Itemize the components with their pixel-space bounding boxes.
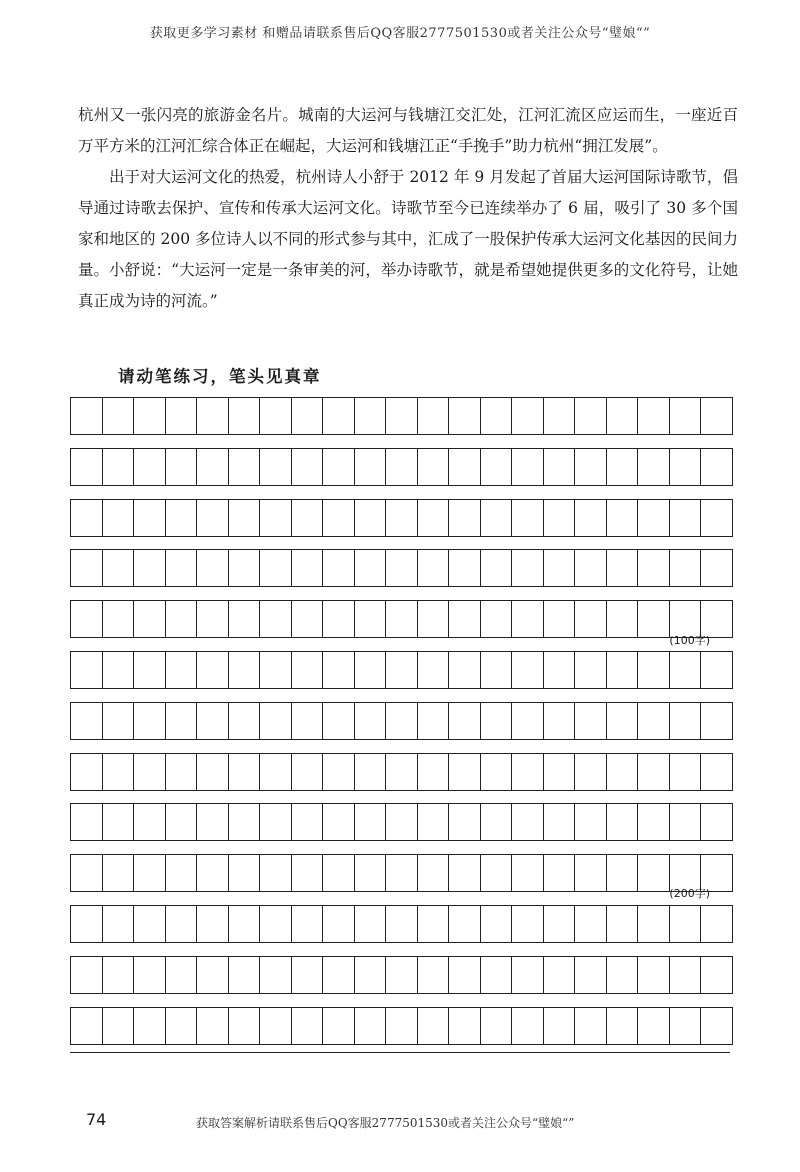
- grid-cell[interactable]: [481, 499, 513, 537]
- grid-cell[interactable]: [670, 448, 702, 486]
- grid-cell[interactable]: [355, 397, 387, 435]
- grid-cell[interactable]: [71, 651, 103, 689]
- grid-cell[interactable]: [197, 854, 229, 892]
- grid-cell[interactable]: [386, 803, 418, 841]
- grid-cell[interactable]: [638, 651, 670, 689]
- grid-cell[interactable]: [197, 905, 229, 943]
- grid-cell[interactable]: [701, 803, 733, 841]
- grid-row: [70, 448, 733, 486]
- grid-cell[interactable]: [260, 448, 292, 486]
- grid-row: [70, 651, 733, 689]
- grid-cell[interactable]: [481, 448, 513, 486]
- grid-cell[interactable]: [481, 956, 513, 994]
- word-count-label-100: (100字): [669, 634, 710, 647]
- grid-cell[interactable]: [481, 549, 513, 587]
- grid-cell[interactable]: [670, 956, 702, 994]
- grid-cell[interactable]: [292, 702, 324, 740]
- grid-cell[interactable]: [544, 1007, 576, 1045]
- grid-cell[interactable]: [544, 499, 576, 537]
- grid-cell[interactable]: [134, 753, 166, 791]
- grid-cell[interactable]: [292, 499, 324, 537]
- grid-cell[interactable]: [670, 753, 702, 791]
- grid-cell[interactable]: [166, 854, 198, 892]
- grid-cell[interactable]: [323, 905, 355, 943]
- grid-cell[interactable]: [292, 549, 324, 587]
- grid-cell[interactable]: [166, 956, 198, 994]
- grid-cell[interactable]: [323, 600, 355, 638]
- grid-cell[interactable]: [260, 499, 292, 537]
- grid-cell[interactable]: [355, 1007, 387, 1045]
- grid-cell[interactable]: [134, 905, 166, 943]
- grid-cell[interactable]: [166, 803, 198, 841]
- grid-row: [70, 753, 733, 791]
- grid-cell[interactable]: [197, 448, 229, 486]
- grid-cell[interactable]: [323, 499, 355, 537]
- grid-cell[interactable]: [229, 600, 261, 638]
- grid-cell[interactable]: [418, 600, 450, 638]
- grid-cell[interactable]: [292, 1007, 324, 1045]
- grid-cell[interactable]: [701, 702, 733, 740]
- grid-cell[interactable]: [166, 549, 198, 587]
- grid-cell[interactable]: [638, 956, 670, 994]
- grid-cell[interactable]: [449, 854, 481, 892]
- grid-cell[interactable]: [197, 397, 229, 435]
- grid-cell[interactable]: [701, 397, 733, 435]
- grid-cell[interactable]: [701, 549, 733, 587]
- grid-cell[interactable]: [103, 499, 135, 537]
- grid-cell[interactable]: [607, 803, 639, 841]
- grid-cell[interactable]: [512, 905, 544, 943]
- article-body: [78, 100, 738, 317]
- grid-row: [70, 854, 733, 892]
- paragraph: 杭州又一张闪亮的旅游金名片。城南的大运河与钱塘江交汇处，江河汇流区应运而生，一座近百万平方米的江河汇综合体正在崛起，大运河和钱塘江正“手挽手”助力杭州“拥江发展”。: [78, 106, 738, 155]
- grid-cell[interactable]: [512, 600, 544, 638]
- grid-cell[interactable]: [575, 803, 607, 841]
- grid-cell[interactable]: [481, 651, 513, 689]
- grid-cell[interactable]: [197, 956, 229, 994]
- grid-cell[interactable]: [418, 803, 450, 841]
- grid-cell[interactable]: [229, 905, 261, 943]
- grid-cell[interactable]: [292, 854, 324, 892]
- grid-cell[interactable]: [197, 803, 229, 841]
- grid-cell[interactable]: [260, 600, 292, 638]
- grid-cell[interactable]: [638, 499, 670, 537]
- grid-cell[interactable]: [575, 905, 607, 943]
- grid-cell[interactable]: [386, 905, 418, 943]
- grid-cell[interactable]: [575, 1007, 607, 1045]
- grid-cell[interactable]: [229, 448, 261, 486]
- grid-cell[interactable]: [607, 854, 639, 892]
- grid-cell[interactable]: [260, 1007, 292, 1045]
- grid-cell[interactable]: [418, 651, 450, 689]
- grid-cell[interactable]: [260, 397, 292, 435]
- grid-cell[interactable]: [575, 651, 607, 689]
- grid-cell[interactable]: [71, 803, 103, 841]
- grid-cell[interactable]: [166, 702, 198, 740]
- grid-cell[interactable]: [323, 651, 355, 689]
- grid-cell[interactable]: [71, 702, 103, 740]
- grid-cell[interactable]: [197, 499, 229, 537]
- grid-cell[interactable]: [197, 1007, 229, 1045]
- grid-cell[interactable]: [418, 854, 450, 892]
- grid-cell[interactable]: [544, 905, 576, 943]
- grid-cell[interactable]: [418, 1007, 450, 1045]
- grid-cell[interactable]: [134, 956, 166, 994]
- grid-cell[interactable]: [197, 549, 229, 587]
- grid-cell[interactable]: [607, 549, 639, 587]
- grid-cell[interactable]: [260, 753, 292, 791]
- grid-cell[interactable]: [292, 803, 324, 841]
- grid-cell[interactable]: [355, 905, 387, 943]
- grid-cell[interactable]: [544, 854, 576, 892]
- grid-cell[interactable]: [638, 753, 670, 791]
- page-footer: 获取答案解析请联系售后QQ客服2777501530或者关注公众号“璧娘“”: [196, 1116, 575, 1130]
- grid-cell[interactable]: [386, 753, 418, 791]
- grid-cell[interactable]: [449, 448, 481, 486]
- grid-cell[interactable]: [355, 854, 387, 892]
- grid-cell[interactable]: [229, 1007, 261, 1045]
- grid-row: [70, 1007, 733, 1045]
- grid-cell[interactable]: [292, 905, 324, 943]
- grid-cell[interactable]: [166, 753, 198, 791]
- grid-cell[interactable]: [449, 397, 481, 435]
- grid-row: [70, 803, 733, 841]
- grid-cell[interactable]: [418, 499, 450, 537]
- grid-cell[interactable]: [418, 549, 450, 587]
- grid-cell[interactable]: [701, 905, 733, 943]
- grid-cell[interactable]: [229, 956, 261, 994]
- grid-cell[interactable]: [323, 1007, 355, 1045]
- grid-cell[interactable]: [670, 1007, 702, 1045]
- grid-cell[interactable]: [292, 448, 324, 486]
- grid-cell[interactable]: [449, 702, 481, 740]
- grid-cell[interactable]: [638, 549, 670, 587]
- grid-cell[interactable]: [512, 956, 544, 994]
- grid-cell[interactable]: [701, 753, 733, 791]
- grid-cell[interactable]: [323, 702, 355, 740]
- grid-cell[interactable]: [418, 448, 450, 486]
- grid-cell[interactable]: [575, 549, 607, 587]
- grid-cell[interactable]: [449, 803, 481, 841]
- grid-cell[interactable]: [575, 600, 607, 638]
- grid-cell[interactable]: [670, 803, 702, 841]
- grid-cell[interactable]: [544, 702, 576, 740]
- grid-cell[interactable]: [103, 448, 135, 486]
- grid-cell[interactable]: [575, 753, 607, 791]
- grid-cell[interactable]: [229, 753, 261, 791]
- grid-cell[interactable]: [607, 702, 639, 740]
- grid-cell[interactable]: [607, 753, 639, 791]
- grid-cell[interactable]: [481, 905, 513, 943]
- grid-cell[interactable]: [292, 956, 324, 994]
- grid-cell[interactable]: [386, 1007, 418, 1045]
- grid-cell[interactable]: [575, 397, 607, 435]
- grid-cell[interactable]: [260, 702, 292, 740]
- grid-cell[interactable]: [481, 600, 513, 638]
- grid-cell[interactable]: [134, 448, 166, 486]
- grid-cell[interactable]: [71, 549, 103, 587]
- grid-cell[interactable]: [103, 753, 135, 791]
- grid-cell[interactable]: [103, 549, 135, 587]
- grid-cell[interactable]: [71, 499, 103, 537]
- grid-cell[interactable]: [134, 803, 166, 841]
- grid-cell[interactable]: [323, 854, 355, 892]
- grid-cell[interactable]: [418, 397, 450, 435]
- bottom-rule: [70, 1052, 730, 1053]
- page-number: 74: [86, 1110, 107, 1129]
- grid-cell[interactable]: [355, 600, 387, 638]
- grid-cell[interactable]: [638, 448, 670, 486]
- grid-cell[interactable]: [607, 1007, 639, 1045]
- grid-cell[interactable]: [481, 854, 513, 892]
- grid-cell[interactable]: [701, 499, 733, 537]
- grid-cell[interactable]: [512, 448, 544, 486]
- grid-cell[interactable]: [638, 1007, 670, 1045]
- page-header: 获取更多学习素材 和赠品请联系售后QQ客服2777501530或者关注公众号“璧娘“”: [149, 26, 651, 41]
- grid-cell[interactable]: [134, 702, 166, 740]
- grid-cell[interactable]: [418, 753, 450, 791]
- grid-cell[interactable]: [670, 397, 702, 435]
- grid-cell[interactable]: [607, 651, 639, 689]
- grid-cell[interactable]: [197, 600, 229, 638]
- grid-cell[interactable]: [544, 956, 576, 994]
- grid-cell[interactable]: [418, 702, 450, 740]
- grid-cell[interactable]: [607, 448, 639, 486]
- grid-cell[interactable]: [638, 600, 670, 638]
- grid-cell[interactable]: [260, 803, 292, 841]
- grid-cell[interactable]: [449, 499, 481, 537]
- grid-cell[interactable]: [134, 499, 166, 537]
- grid-cell[interactable]: [544, 397, 576, 435]
- grid-cell[interactable]: [197, 702, 229, 740]
- exercise-title: 请动笔练习，笔头见真章: [118, 367, 322, 386]
- grid-cell[interactable]: [575, 702, 607, 740]
- grid-cell[interactable]: [355, 803, 387, 841]
- grid-cell[interactable]: [701, 1007, 733, 1045]
- grid-cell[interactable]: [607, 600, 639, 638]
- grid-row: [70, 600, 733, 638]
- grid-row: [70, 397, 733, 435]
- grid-cell[interactable]: [512, 397, 544, 435]
- grid-cell[interactable]: [292, 651, 324, 689]
- grid-cell[interactable]: [386, 651, 418, 689]
- grid-cell[interactable]: [71, 397, 103, 435]
- grid-cell[interactable]: [71, 956, 103, 994]
- grid-cell[interactable]: [260, 956, 292, 994]
- grid-cell[interactable]: [481, 753, 513, 791]
- grid-cell[interactable]: [386, 854, 418, 892]
- grid-cell[interactable]: [134, 1007, 166, 1045]
- grid-cell[interactable]: [512, 499, 544, 537]
- grid-cell[interactable]: [229, 499, 261, 537]
- grid-cell[interactable]: [449, 956, 481, 994]
- grid-cell[interactable]: [71, 854, 103, 892]
- grid-row: [70, 702, 733, 740]
- grid-cell[interactable]: [670, 549, 702, 587]
- grid-cell[interactable]: [103, 397, 135, 435]
- grid-cell[interactable]: [386, 499, 418, 537]
- grid-cell[interactable]: [166, 397, 198, 435]
- grid-cell[interactable]: [386, 397, 418, 435]
- grid-cell[interactable]: [103, 803, 135, 841]
- grid-cell[interactable]: [166, 448, 198, 486]
- grid-cell[interactable]: [575, 956, 607, 994]
- grid-cell[interactable]: [323, 956, 355, 994]
- grid-cell[interactable]: [292, 753, 324, 791]
- grid-cell[interactable]: [512, 803, 544, 841]
- grid-cell[interactable]: [166, 499, 198, 537]
- grid-cell[interactable]: [260, 854, 292, 892]
- grid-cell[interactable]: [449, 905, 481, 943]
- grid-cell[interactable]: [386, 448, 418, 486]
- grid-cell[interactable]: [134, 854, 166, 892]
- grid-cell[interactable]: [449, 651, 481, 689]
- grid-cell[interactable]: [229, 854, 261, 892]
- grid-cell[interactable]: [607, 499, 639, 537]
- grid-cell[interactable]: [701, 956, 733, 994]
- grid-cell[interactable]: [575, 499, 607, 537]
- grid-cell[interactable]: [166, 1007, 198, 1045]
- grid-cell[interactable]: [418, 905, 450, 943]
- grid-cell[interactable]: [701, 448, 733, 486]
- grid-cell[interactable]: [229, 549, 261, 587]
- paragraph: 出于对大运河文化的热爱，杭州诗人小舒于 2012 年 9 月发起了首届大运河国际诗歌节，倡导通过诗歌去保护、宣传和传承大运河文化。诗歌节至今已连续举办了 6 届，吸引了 30 多个国家和地区的 200 多位诗人以不同的形式参与其中，汇成了一股保护传承大运河文化基因的民间力量。小舒说：“大运河一定是一条审美的河，举办诗歌节，就是希望她提供更多的文化符号，让她真正成为诗的河流。”: [78, 168, 738, 310]
- grid-cell[interactable]: [481, 803, 513, 841]
- grid-cell[interactable]: [197, 753, 229, 791]
- grid-cell[interactable]: [670, 702, 702, 740]
- grid-cell[interactable]: [229, 702, 261, 740]
- grid-cell[interactable]: [670, 905, 702, 943]
- grid-cell[interactable]: [166, 600, 198, 638]
- grid-cell[interactable]: [260, 549, 292, 587]
- grid-cell[interactable]: [103, 600, 135, 638]
- grid-cell[interactable]: [323, 549, 355, 587]
- grid-cell[interactable]: [449, 549, 481, 587]
- grid-cell[interactable]: [481, 702, 513, 740]
- grid-cell[interactable]: [292, 397, 324, 435]
- grid-cell[interactable]: [575, 854, 607, 892]
- grid-cell[interactable]: [355, 956, 387, 994]
- grid-cell[interactable]: [386, 549, 418, 587]
- grid-cell[interactable]: [355, 702, 387, 740]
- grid-cell[interactable]: [355, 499, 387, 537]
- grid-cell[interactable]: [544, 549, 576, 587]
- grid-cell[interactable]: [134, 651, 166, 689]
- grid-cell[interactable]: [166, 651, 198, 689]
- grid-cell[interactable]: [512, 651, 544, 689]
- grid-cell[interactable]: [260, 651, 292, 689]
- grid-cell[interactable]: [386, 702, 418, 740]
- grid-cell[interactable]: [449, 1007, 481, 1045]
- grid-cell[interactable]: [638, 397, 670, 435]
- grid-cell[interactable]: [544, 753, 576, 791]
- grid-cell[interactable]: [71, 448, 103, 486]
- grid-cell[interactable]: [670, 499, 702, 537]
- grid-cell[interactable]: [355, 549, 387, 587]
- grid-cell[interactable]: [607, 905, 639, 943]
- grid-cell[interactable]: [512, 854, 544, 892]
- grid-cell[interactable]: [701, 651, 733, 689]
- grid-cell[interactable]: [449, 753, 481, 791]
- grid-cell[interactable]: [481, 397, 513, 435]
- grid-cell[interactable]: [386, 956, 418, 994]
- grid-cell[interactable]: [638, 905, 670, 943]
- grid-cell[interactable]: [103, 1007, 135, 1045]
- grid-cell[interactable]: [418, 956, 450, 994]
- grid-row: [70, 549, 733, 587]
- grid-cell[interactable]: [607, 956, 639, 994]
- grid-cell[interactable]: [544, 448, 576, 486]
- grid-cell[interactable]: [575, 448, 607, 486]
- grid-row: [70, 499, 733, 537]
- grid-cell[interactable]: [386, 600, 418, 638]
- grid-cell[interactable]: [71, 600, 103, 638]
- grid-cell[interactable]: [103, 651, 135, 689]
- grid-cell[interactable]: [544, 803, 576, 841]
- grid-cell[interactable]: [323, 803, 355, 841]
- grid-cell[interactable]: [71, 905, 103, 943]
- grid-cell[interactable]: [103, 854, 135, 892]
- grid-row: [70, 956, 733, 994]
- grid-cell[interactable]: [638, 803, 670, 841]
- grid-cell[interactable]: [229, 397, 261, 435]
- grid-cell[interactable]: [512, 549, 544, 587]
- grid-row: [70, 905, 733, 943]
- word-count-label-200: (200字): [669, 887, 710, 900]
- grid-cell[interactable]: [71, 753, 103, 791]
- grid-cell[interactable]: [229, 651, 261, 689]
- grid-cell[interactable]: [544, 651, 576, 689]
- grid-cell[interactable]: [229, 803, 261, 841]
- grid-cell[interactable]: [103, 702, 135, 740]
- grid-cell[interactable]: [512, 1007, 544, 1045]
- grid-cell[interactable]: [197, 651, 229, 689]
- grid-cell[interactable]: [166, 905, 198, 943]
- grid-cell[interactable]: [103, 956, 135, 994]
- grid-cell[interactable]: [103, 905, 135, 943]
- grid-cell[interactable]: [355, 753, 387, 791]
- grid-cell[interactable]: [638, 854, 670, 892]
- grid-cell[interactable]: [134, 549, 166, 587]
- grid-cell[interactable]: [260, 905, 292, 943]
- grid-cell[interactable]: [607, 397, 639, 435]
- grid-cell[interactable]: [323, 397, 355, 435]
- grid-cell[interactable]: [134, 600, 166, 638]
- grid-cell[interactable]: [292, 600, 324, 638]
- grid-cell[interactable]: [512, 702, 544, 740]
- grid-cell[interactable]: [323, 448, 355, 486]
- grid-cell[interactable]: [544, 600, 576, 638]
- grid-cell[interactable]: [449, 600, 481, 638]
- grid-cell[interactable]: [638, 702, 670, 740]
- grid-cell[interactable]: [481, 1007, 513, 1045]
- grid-cell[interactable]: [71, 1007, 103, 1045]
- grid-cell[interactable]: [355, 651, 387, 689]
- grid-cell[interactable]: [355, 448, 387, 486]
- grid-cell[interactable]: [323, 753, 355, 791]
- grid-cell[interactable]: [670, 651, 702, 689]
- grid-cell[interactable]: [512, 753, 544, 791]
- grid-cell[interactable]: [134, 397, 166, 435]
